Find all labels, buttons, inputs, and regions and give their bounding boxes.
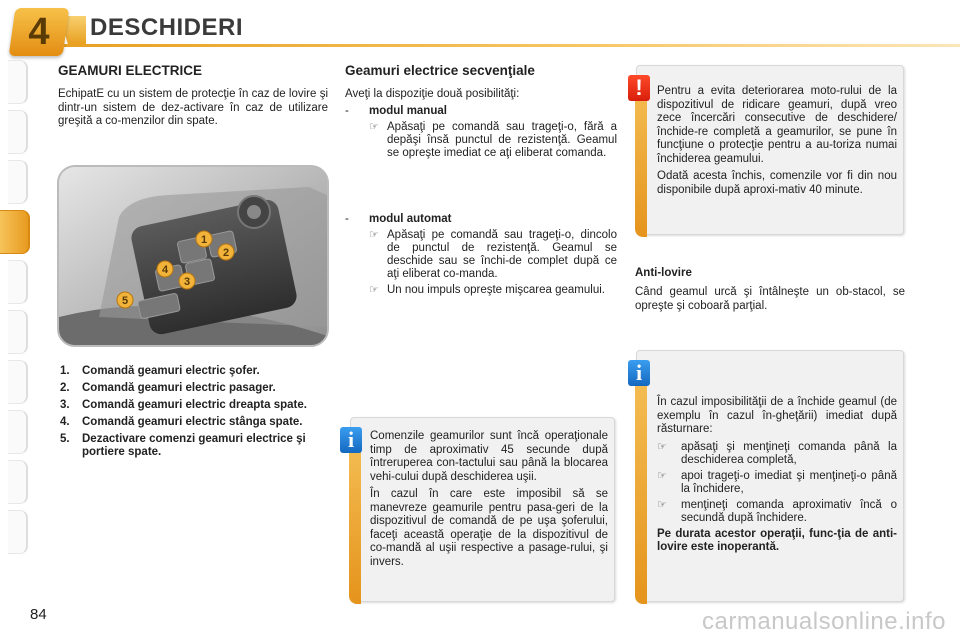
- note-paragraph: În cazul imposibilităţii de a închide geamul (de exemplu în cazul în-gheţării) imediat după răsturnare:: [657, 396, 897, 435]
- side-tab[interactable]: [8, 110, 28, 154]
- side-tab[interactable]: [8, 360, 28, 404]
- note-paragraph: În cazul în care este imposibil să se manevreze geamurile pentru pasa-geri de la dispozitivul de comandă de pe uşa şoferului, faceţi această operaţie de la dispozitivul de co-mandă al uşii respective a pasage-rului, şi invers.: [370, 488, 608, 568]
- note-paragraph: Comenzile geamurilor sunt încă operaţionale timp de aproximativ 45 secunde după întreruperea con-tactului sau până la blocarea vehi-cului după deschiderea uşii.: [370, 430, 608, 483]
- legend-number: 1.: [60, 365, 70, 377]
- note-bullet: [657, 441, 897, 468]
- pointing-hand-icon: ☞: [369, 284, 379, 296]
- legend-text: Comandă geamuri electric dreapta spate.: [82, 399, 307, 411]
- instruction-text: Apăsaţi pe comandă sau trageţi-o, fără a depăşi însă punctul de rezistenţă. Geamul se opreşte imediat ce aţi eliberat comanda.: [387, 121, 617, 159]
- note-paragraph: Pentru a evita deteriorarea moto-rului de la dispozitivul de ridicare geamuri, după vreo zece încercări consecutive de deschidere/închide-re completă a geamurilor, se pune în funcţiune o protecţie pentru a au-toriza numai închiderea geamului.: [657, 85, 897, 165]
- legend-text: Comandă geamuri electric stânga spate.: [82, 416, 303, 428]
- legend-number: 2.: [60, 382, 70, 394]
- pointing-hand-icon: ☞: [657, 469, 667, 482]
- legend-item: [60, 382, 330, 395]
- instruction-item: [369, 284, 617, 297]
- section-title: GEAMURI ELECTRICE: [58, 63, 203, 78]
- side-tab[interactable]: [8, 460, 28, 504]
- side-tab[interactable]: [8, 410, 28, 454]
- bullet-text: apăsaţi şi menţineţi comanda până la deschiderea completă,: [681, 440, 897, 466]
- callout-2: 2: [222, 247, 230, 259]
- instruction-item: [369, 229, 617, 281]
- callout-4: 4: [161, 264, 169, 276]
- callout-3: 3: [183, 276, 191, 288]
- legend-text: Dezactivare comenzi geamuri electrice şi portiere spate.: [82, 433, 306, 458]
- chapter-title: DESCHIDERI: [90, 14, 244, 41]
- sequential-windows-title: Geamuri electrice secvenţiale: [345, 63, 535, 78]
- page-header: [0, 0, 960, 52]
- anti-pinch-title: Anti-lovire: [635, 267, 692, 279]
- warning-note-text: [657, 85, 897, 201]
- watermark: carmanualsonline.info: [702, 608, 946, 635]
- window-controls-photo: [57, 165, 329, 347]
- page-number: 84: [30, 606, 47, 623]
- info-note-text: [370, 430, 608, 573]
- bullet-text: menţineţi comanda aproximativ încă o secundă după închidere.: [681, 498, 897, 524]
- side-tab[interactable]: [8, 310, 28, 354]
- side-tab-active[interactable]: [0, 210, 30, 254]
- legend-number: 5.: [60, 433, 70, 445]
- chapter-number: 4: [28, 11, 50, 53]
- anti-pinch-text: Când geamul urcă şi întâlneşte un ob-stacol, se opreşte şi coboară parţial.: [635, 286, 905, 312]
- bullet-text: apoi trageţi-o imediat şi menţineţi-o până la închidere,: [681, 469, 897, 495]
- options-intro: Aveţi la dispoziţie două posibilităţi:: [345, 88, 520, 100]
- header-rule: [60, 44, 960, 47]
- callout-5: 5: [121, 295, 129, 307]
- manual-mode-block: [345, 105, 617, 160]
- instruction-item: [369, 121, 617, 160]
- legend-item: [60, 399, 330, 412]
- pointing-hand-icon: ☞: [369, 229, 379, 241]
- pointing-hand-icon: ☞: [369, 121, 379, 133]
- legend-item: [60, 433, 330, 459]
- info-icon: i: [628, 360, 650, 386]
- legend-number: 3.: [60, 399, 70, 411]
- chapter-side-tabs: [0, 60, 30, 580]
- legend-item: [60, 416, 330, 429]
- info-note-text: [657, 396, 897, 559]
- note-conclusion: Pe durata acestor operaţii, func-ţia de anti-lovire este inoperantă.: [657, 527, 897, 553]
- legend-number: 4.: [60, 416, 70, 428]
- intro-paragraph: EchipatE cu un sistem de protecţie în caz de lovire şi dintr-un sistem de dez-activare în caz de utilizare greşită a co-menzilor din spate.: [58, 88, 328, 127]
- pointing-hand-icon: ☞: [657, 440, 667, 453]
- note-accent-stripe: [349, 428, 361, 604]
- legend-text: Comandă geamuri electric pasager.: [82, 382, 276, 394]
- side-tab[interactable]: [8, 60, 28, 104]
- info-icon: i: [340, 427, 362, 453]
- dash-marker: -: [345, 105, 349, 117]
- auto-mode-label: [345, 213, 617, 226]
- instruction-text: Un nou impuls opreşte mişcarea geamului.: [387, 284, 605, 296]
- pointing-hand-icon: ☞: [657, 498, 667, 511]
- exclamation-icon: !: [628, 75, 650, 101]
- mode-name: modul automat: [369, 213, 452, 225]
- dash-marker: -: [345, 213, 349, 225]
- legend-text: Comandă geamuri electric şofer.: [82, 365, 260, 377]
- note-bullet: [657, 470, 897, 497]
- manual-mode-label: [345, 105, 617, 118]
- callout-1: 1: [200, 234, 208, 246]
- mode-name: modul manual: [369, 105, 447, 117]
- callout-legend: [60, 365, 330, 463]
- side-tab[interactable]: [8, 160, 28, 204]
- note-paragraph: Odată acesta închis, comenzile vor fi din nou disponibile după aproxi-mativ 40 minute.: [657, 170, 897, 196]
- side-tab[interactable]: [8, 260, 28, 304]
- door-panel-illustration: [59, 167, 329, 347]
- instruction-text: Apăsaţi pe comandă sau trageţi-o, dincolo de punctul de rezistenţă. Geamul se deschide sau se închi-de complet după ce aţi eliberat co-manda.: [387, 229, 617, 280]
- side-tab[interactable]: [8, 510, 28, 554]
- legend-item: [60, 365, 330, 378]
- note-bullet: [657, 499, 897, 526]
- note-accent-stripe: [635, 361, 647, 604]
- auto-mode-block: [345, 213, 617, 297]
